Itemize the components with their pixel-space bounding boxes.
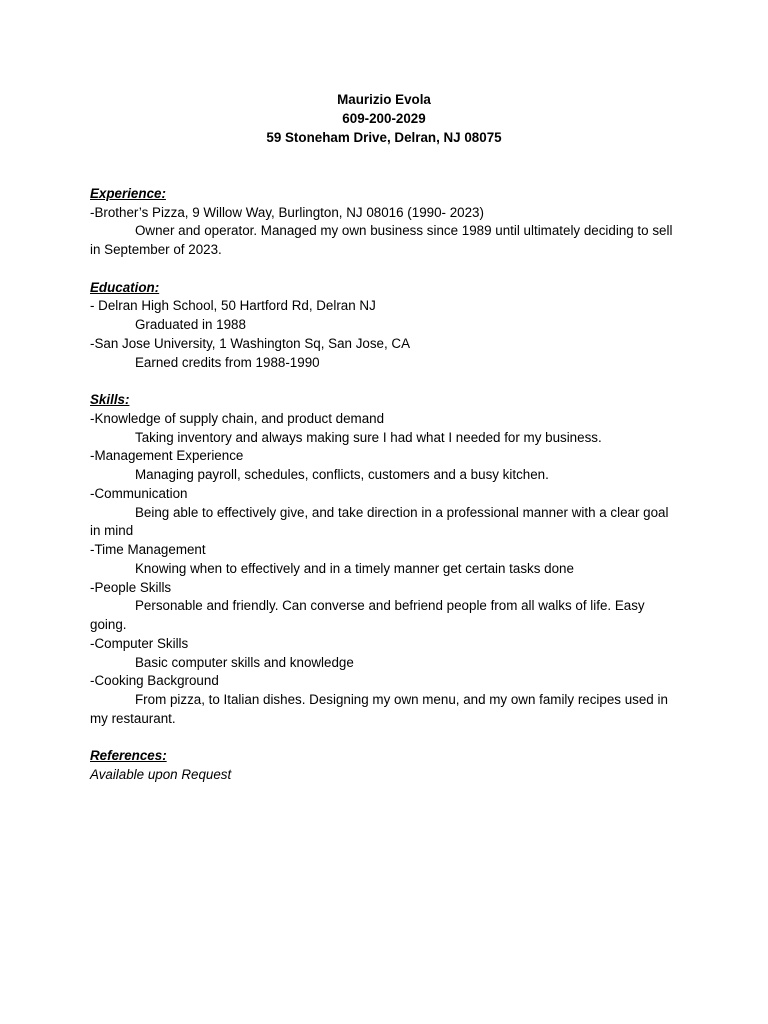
applicant-phone: 609-200-2029	[342, 110, 426, 126]
skill-item: -Time Management	[90, 542, 206, 557]
skill-description: Basic computer skills and knowledge	[135, 654, 354, 670]
education-item: -San Jose University, 1 Washington Sq, San Jose, CA	[90, 335, 411, 351]
spacer	[90, 147, 680, 166]
education-section	[90, 279, 680, 373]
resume-header	[90, 91, 678, 147]
education-description: Earned credits from 1988-1990	[135, 354, 320, 370]
skill-item: -People Skills	[90, 579, 172, 595]
experience-item: -Brother’s Pizza, 9 Willow Way, Burlington, NJ 08016 (1990- 2023)	[90, 204, 484, 220]
education-description: Graduated in 1988	[135, 317, 246, 332]
applicant-address: 59 Stoneham Drive, Delran, NJ 08075	[266, 129, 502, 145]
education-heading: Education:	[90, 279, 160, 295]
spacer	[90, 166, 680, 185]
experience-heading: Experience:	[90, 185, 166, 201]
experience-section	[90, 185, 680, 260]
skill-description: Managing payroll, schedules, conflicts, customers and a busy kitchen.	[135, 467, 549, 482]
spacer	[90, 372, 680, 391]
skill-item: -Knowledge of supply chain, and product demand	[90, 410, 385, 426]
resume-document	[90, 91, 680, 785]
spacer	[90, 260, 680, 279]
skill-description: From pizza, to Italian dishes. Designing my own menu, and my own family recipes used in my restaurant.	[90, 692, 668, 726]
skill-item: -Communication	[90, 485, 188, 501]
skill-item: -Computer Skills	[90, 635, 189, 651]
applicant-name: Maurizio Evola	[337, 92, 431, 107]
education-item: - Delran High School, 50 Hartford Rd, Delran NJ	[90, 298, 376, 314]
skills-heading: Skills:	[90, 392, 130, 407]
references-text: Available upon Request	[90, 767, 232, 782]
skill-item: -Management Experience	[90, 448, 244, 464]
skill-item: -Cooking Background	[90, 673, 219, 689]
references-section	[90, 747, 680, 785]
spacer	[90, 729, 680, 748]
experience-description: Owner and operator. Managed my own business since 1989 until ultimately deciding to sell in September of 2023.	[90, 223, 673, 257]
skill-description: Being able to effectively give, and take direction in a professional manner with a clear goal in mind	[90, 504, 669, 539]
skill-description: Personable and friendly. Can converse and befriend people from all walks of life. Easy going.	[90, 598, 645, 632]
skills-section	[90, 391, 680, 729]
references-heading: References:	[90, 748, 167, 764]
skill-description: Taking inventory and always making sure I had what I needed for my business.	[135, 429, 602, 445]
skill-description: Knowing when to effectively and in a timely manner get certain tasks done	[135, 560, 574, 576]
